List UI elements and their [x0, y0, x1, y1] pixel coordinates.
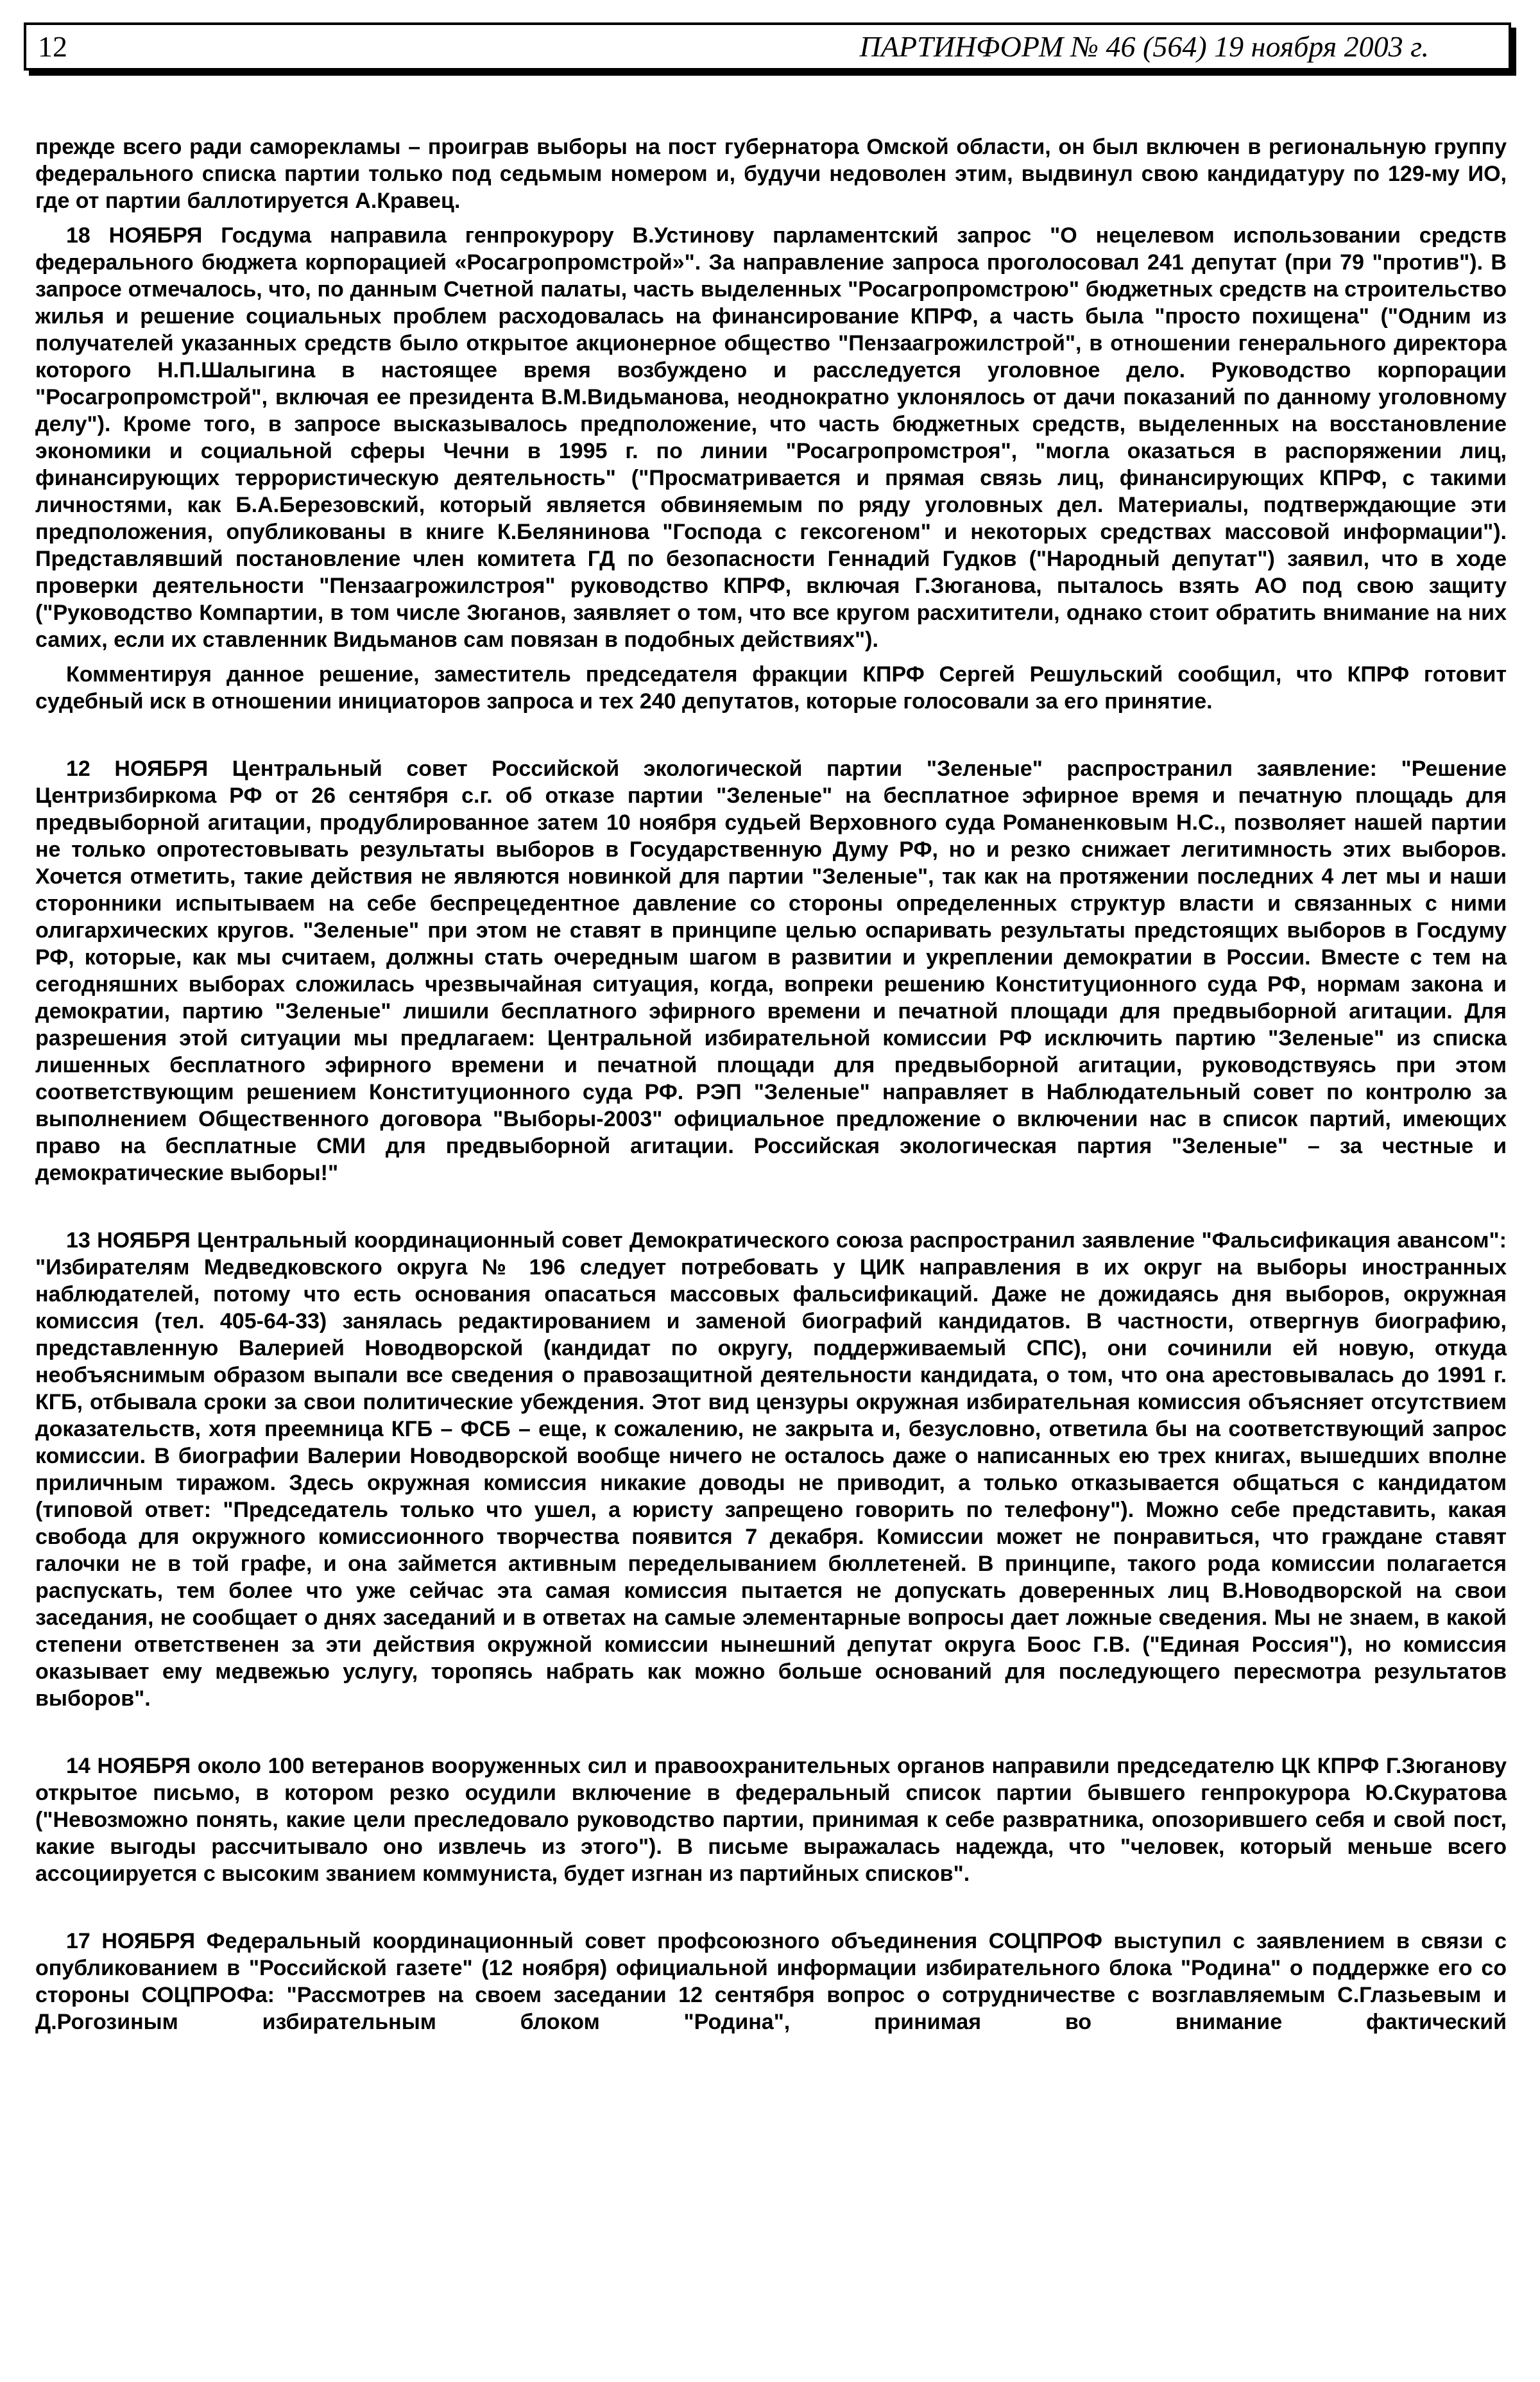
issue-title: ПАРТИНФОРМ № 46 (564) 19 ноября 2003 г.: [859, 30, 1429, 63]
page-number: 12: [38, 30, 67, 63]
paragraph-13-november: 13 НОЯБРЯ Центральный координационный совет Демократического союза распространил заявление "Фальсификация авансом": "Избирателям Медведковского округа № 196 следует потребовать у ЦИК направления в их округ на выборы иностранных наблюдателей, потому что есть основания опасаться массовых фальсификаций. Даже не дожидаясь дня выборов, окружная комиссия (тел. 405-64-33) занялась редактированием и заменой биографий кандидатов. В частности, отвергнув биографию, представленную Валерией Новодворской (кандидат по округу, поддерживаемый СПС), они сочинили ей новую, откуда необъяснимым образом выпали все сведения о правозащитной деятельности кандидата, о том, что она арестовывалась до 1991 г. КГБ, отбывала сроки за свои политические убеждения. Этот вид цензуры окружная избирательная комиссия объясняет отсутствием доказательств, хотя преемница КГБ – ФСБ – еще, к сожалению, не закрыта и, безусловно, ответила бы на соответствующий запрос комиссии. В биографии Валерии Новодворской вообще ничего не осталось даже о написанных ею трех книгах, вышедших вполне приличным тиражом. Здесь окружная комиссия никакие доводы не приводит, а только отказывается общаться с кандидатом (типовой ответ: "Председатель только что ушел, а юристу запрещено говорить по телефону"). Можно себе представить, какая свобода для окружного комиссионного творчества появится 7 декабря. Комиссии может не понравиться, что граждане ставят галочки не в той графе, и она займется активным переделыванием бюллетеней. В принципе, такого рода комиссии полагается распускать, тем более что уже сейчас эта самая комиссия пытается не допускать доверенных лиц В.Новодворской на свои заседания, не сообщает о днях заседаний и в ответах на самые элементарные вопросы дает ложные сведения. Мы не знаем, в какой степени ответственен за эти действия окружной комиссии нынешний депутат округа Боос Г.В. ("Единая Россия"), но комиссия оказывает ему медвежью услугу, торопясь набрать как можно больше оснований для последующего пересмотра результатов выборов".: [35, 1228, 1507, 1711]
paragraph-14-november: 14 НОЯБРЯ около 100 ветеранов вооруженных сил и правоохранительных органов направили председателю ЦК КПРФ Г.Зюганову открытое письмо, в котором резко осудили включение в федеральный список партии бывшего генпрокурора Ю.Скуратова ("Невозможно понять, какие цели преследовало руководство партии, принимая к себе развратника, опозорившего себя и свой пост, какие выгоды рассчитывало оно извлечь из этого"). В письме выражалась надежда, что "человек, который меньше всего ассоциируется с высоким званием коммуниста, будет изгнан из партийных списков".: [35, 1754, 1507, 1886]
paragraph-18-november: 18 НОЯБРЯ Госдума направила генпрокурору В.Устинову парламентский запрос "О нецелевом использовании средств федерального бюджета корпорацией «Росагропромстрой»". За направление запроса проголосовал 241 депутат (при 79 "против"). В запросе отмечалось, что, по данным Счетной палаты, часть выделенных "Росагропромстрою" бюджетных средств на строительство жилья и решение социальных проблем расходовалась на финансирование КПРФ, а часть была "просто похищена" ("Одним из получателей указанных средств было открытое акционерное общество "Пензаагрожилстрой", в отношении генерального директора которого Н.П.Шалыгина в настоящее время возбуждено и расследуется уголовное дело. Руководство корпорации "Росагропромстрой", включая ее президента В.М.Видьманова, неоднократно уклонялось от дачи показаний по данному уголовному делу"). Кроме того, в запросе высказывалось предположение, что часть бюджетных средств, выделенных на восстановление экономики и социальной сферы Чечни в 1995 г. по линии "Росагропромстроя", "могла оказаться в распоряжении лиц, финансирующих террористическую деятельность" ("Просматривается и прямая связь лиц, финансирующих КПРФ, с такими личностями, как Б.А.Березовский, который является обвиняемым по ряду уголовных дел. Материалы, подтверждающие эти предположения, опубликованы в книге К.Белянинова "Господа с гексогеном" и некоторых средствах массовой информации"). Представлявший постановление член комитета ГД по безопасности Геннадий Гудков ("Народный депутат") заявил, что в ходе проверки деятельности "Пензаагрожилстроя" руководство КПРФ, включая Г.Зюганова, пыталось взять АО под свою защиту ("Руководство Компартии, в том числе Зюганов, заявляет о том, что все кругом расхитители, однако стоит обратить внимание на них самих, если их ставленник Видьманов сам повязан в подобных действиях").: [35, 223, 1507, 652]
paragraph-commentary: Комментируя данное решение, заместитель председателя фракции КПРФ Сергей Решульский сообщил, что КПРФ готовит судебный иск в отношении инициаторов запроса и тех 240 депутатов, которые голосовали за его принятие.: [35, 662, 1507, 714]
paragraph-continuation: прежде всего ради саморекламы – проиграв выборы на пост губернатора Омской области, он был включен в региональную группу федерального списка партии только под седьмым номером и, будучи недоволен этим, выдвинул свою кандидатуру по 129-му ИО, где от партии баллотируется А.Кравец.: [35, 135, 1507, 213]
article-body: [35, 133, 1507, 2035]
paragraph-12-november: 12 НОЯБРЯ Центральный совет Российской экологической партии "Зеленые" распространил заявление: "Решение Центризбиркома РФ от 26 сентября с.г. об отказе партии "Зеленые" на бесплатное эфирное время и печатную площадь для предвыборной агитации, продублированное затем 10 ноября судьей Верховного суда Романенковым Н.С., позволяет нашей партии не только опротестовывать результаты выборов в Государственную Думу РФ, но и резко снижает легитимность этих выборов. Хочется отметить, такие действия не являются новинкой для партии "Зеленые", так как на протяжении последних 4 лет мы и наши сторонники испытываем на себе беспрецедентное давление со стороны определенных структур власти и связанных с ними олигархических кругов. "Зеленые" при этом не ставят в принципе целью оспаривать результаты предстоящих выборов в Госдуму РФ, которые, как мы считаем, должны стать очередным шагом в развитии и укреплении демократии в России. Вместе с тем на сегодняшних выборах сложилась чрезвычайная ситуация, когда, вопреки решению Конституционного суда РФ, нормам закона и демократии, партию "Зеленые" лишили бесплатного эфирного времени и печатной площади для предвыборной агитации. Для разрешения этой ситуации мы предлагаем: Центральной избирательной комиссии РФ исключить партию "Зеленые" из списка лишенных бесплатного эфирного времени и печатной площади для предвыборной агитации, руководствуясь при этом соответствующим решением Конституционного суда РФ. РЭП "Зеленые" направляет в Наблюдательный совет по контролю за выполнением Общественного договора "Выборы-2003" официальное предложение о включении нас в список партий, имеющих право на бесплатные СМИ для предвыборной агитации. Российская экологическая партия "Зеленые" – за честные и демократические выборы!": [35, 757, 1507, 1185]
paragraph-17-november: 17 НОЯБРЯ Федеральный координационный совет профсоюзного объединения СОЦПРОФ выступил с заявлением в связи с опубликованием в "Российской газете" (12 ноября) официальной информации избирательного блока "Родина" о поддержке его со стороны СОЦПРОФа: "Рассмотрев на своем заседании 12 сентября вопрос о сотрудничестве с возглавляемым С.Глазьевым и Д.Рогозиным избирательным блоком "Родина", принимая во внимание фактический: [35, 1929, 1507, 2034]
page-header: [24, 22, 1511, 71]
